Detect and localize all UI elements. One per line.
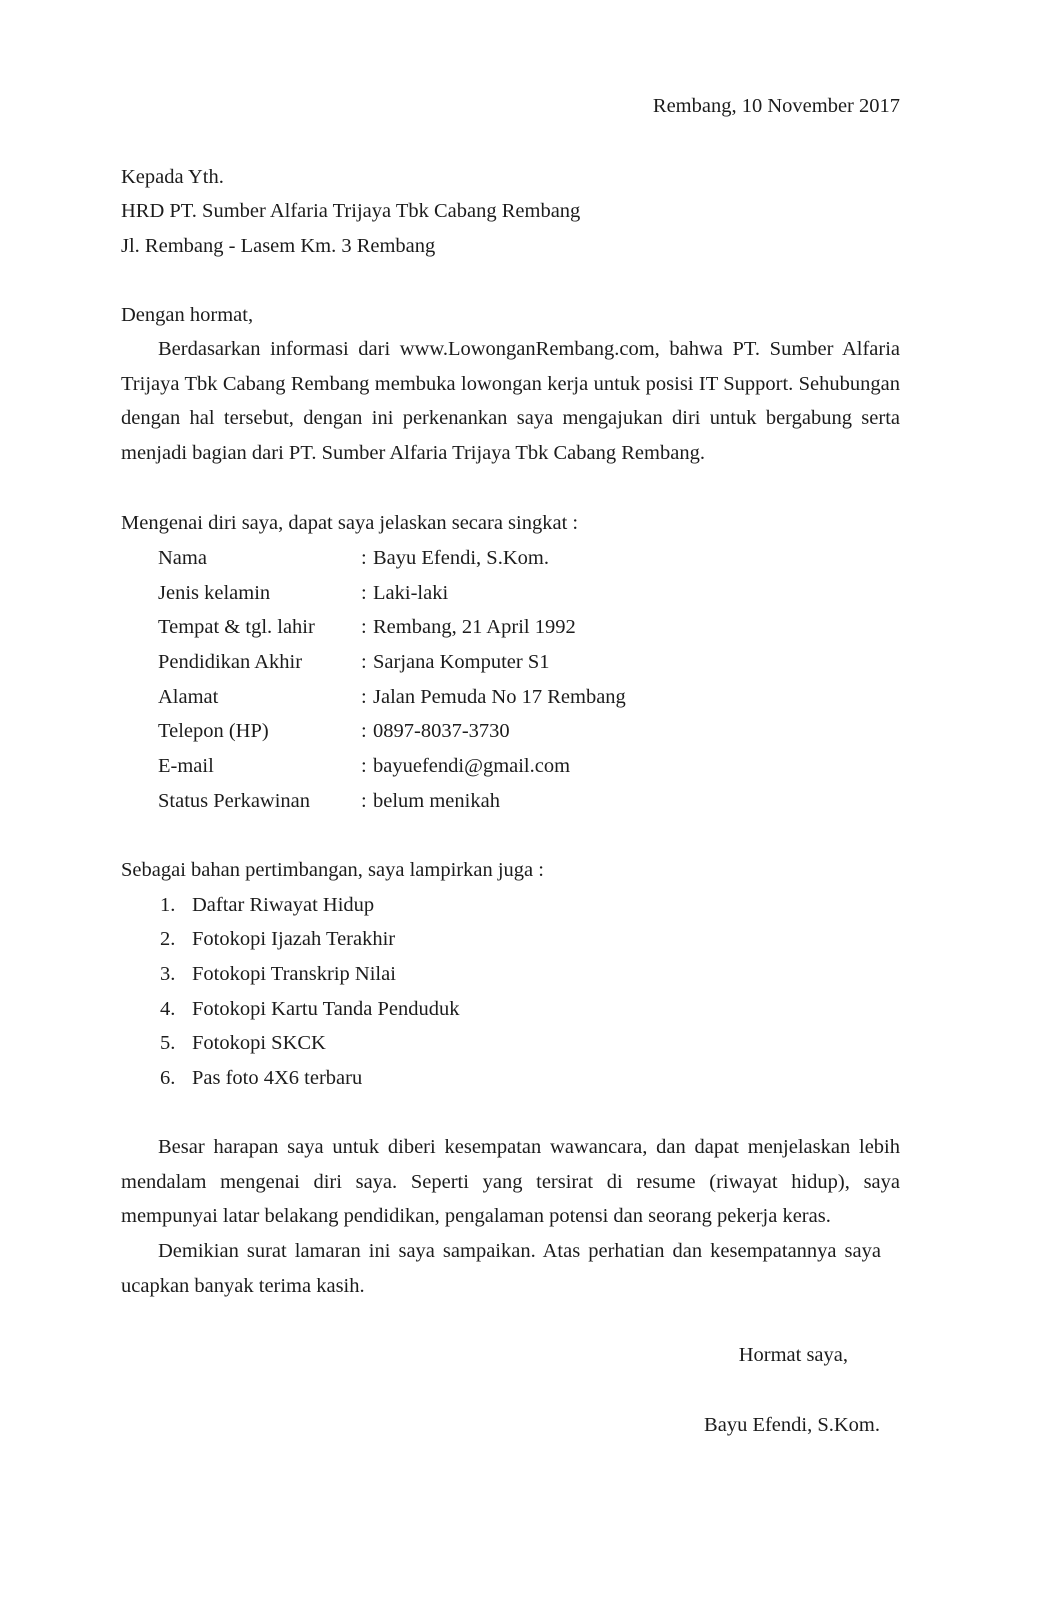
list-item-number: 6. — [160, 1067, 176, 1089]
attachments-heading: Sebagai bahan pertimbangan, saya lampirkan juga : — [121, 859, 544, 881]
list-item-number: 2. — [160, 928, 176, 950]
intro-paragraph: Berdasarkan informasi dari www.LowonganRembang.com, bahwa PT. Sumber Alfaria Trijaya Tbk Cabang Rembang membuka lowongan kerja untuk posisi IT Support. Sehubungan dengan hal tersebut, dengan ini perkenankan saya mengajukan diri untuk bergabung serta menjadi bagian dari PT. Sumber Alfaria Trijaya Tbk Cabang Rembang. — [121, 338, 900, 464]
field-label: E-mail — [158, 755, 214, 777]
recipient-company: HRD PT. Sumber Alfaria Trijaya Tbk Cabang Rembang — [121, 200, 581, 222]
field-label: Pendidikan Akhir — [158, 651, 303, 673]
field-separator: : — [361, 582, 367, 604]
place-date: Rembang, 10 November 2017 — [652, 95, 900, 117]
field-value: Sarjana Komputer S1 — [373, 651, 550, 673]
signoff-name: Bayu Efendi, S.Kom. — [704, 1414, 880, 1436]
list-item-text: Fotokopi Kartu Tanda Penduduk — [192, 998, 460, 1020]
recipient-salutation: Kepada Yth. — [121, 166, 224, 188]
list-item-number: 4. — [160, 998, 176, 1020]
field-value: belum menikah — [373, 790, 500, 812]
field-separator: : — [361, 651, 367, 673]
list-item-number: 3. — [160, 963, 176, 985]
closing-paragraph-1: Besar harapan saya untuk diberi kesempatan wawancara, dan dapat menjelaskan lebih mendalam mengenai diri saya. Seperti yang tersirat di resume (riwayat hidup), saya mempunyai latar belakang pendidikan, pengalaman potensi dan seorang pekerja keras. — [121, 1136, 900, 1228]
closing-paragraph-2: Demikian surat lamaran ini saya sampaikan. Atas perhatian dan kesempatannya saya ucapkan banyak terima kasih. — [121, 1240, 881, 1297]
field-label: Nama — [158, 547, 207, 569]
field-value: bayuefendi@gmail.com — [373, 755, 571, 777]
field-separator: : — [361, 616, 367, 638]
field-value: Jalan Pemuda No 17 Rembang — [373, 686, 626, 708]
field-label: Alamat — [158, 686, 219, 708]
field-value: Rembang, 21 April 1992 — [373, 616, 576, 638]
field-separator: : — [361, 686, 367, 708]
field-label: Status Perkawinan — [158, 790, 311, 812]
list-item-text: Daftar Riwayat Hidup — [192, 894, 375, 916]
personal-heading: Mengenai diri saya, dapat saya jelaskan secara singkat : — [121, 512, 579, 534]
field-separator: : — [361, 790, 367, 812]
recipient-address: Jl. Rembang - Lasem Km. 3 Rembang — [121, 235, 436, 257]
greeting: Dengan hormat, — [121, 304, 254, 326]
field-separator: : — [361, 547, 367, 569]
field-value: Bayu Efendi, S.Kom. — [373, 547, 549, 569]
field-label: Tempat & tgl. lahir — [158, 616, 315, 638]
field-separator: : — [361, 720, 367, 742]
field-value: 0897-8037-3730 — [373, 720, 510, 742]
field-label: Telepon (HP) — [158, 720, 269, 742]
list-item-text: Fotokopi SKCK — [192, 1032, 326, 1054]
list-item-text: Fotokopi Ijazah Terakhir — [192, 928, 396, 950]
list-item-number: 1. — [160, 894, 176, 916]
field-label: Jenis kelamin — [158, 582, 271, 604]
list-item-text: Fotokopi Transkrip Nilai — [192, 963, 396, 985]
field-separator: : — [361, 755, 367, 777]
list-item-text: Pas foto 4X6 terbaru — [192, 1067, 363, 1089]
list-item-number: 5. — [160, 1032, 176, 1054]
field-value: Laki-laki — [373, 582, 449, 604]
signoff-regards: Hormat saya, — [738, 1344, 848, 1366]
